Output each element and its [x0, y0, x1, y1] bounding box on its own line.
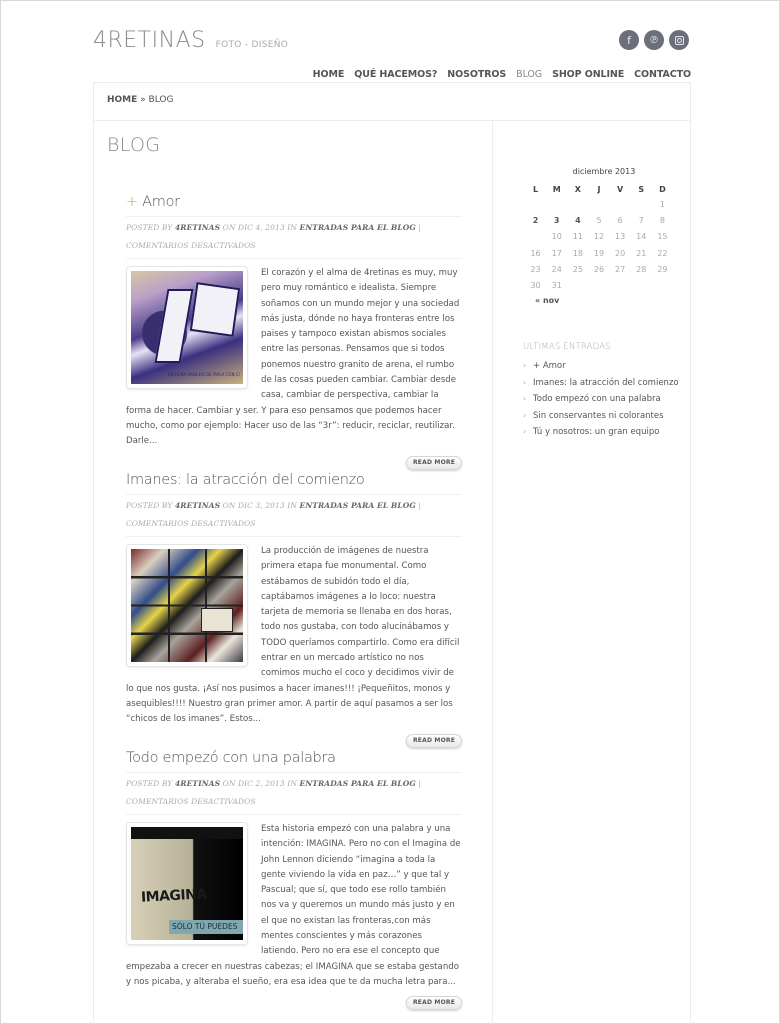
pinterest-icon: ℗: [649, 34, 659, 46]
calendar-empty-cell: [631, 196, 652, 212]
read-more-button[interactable]: READ MORE: [406, 996, 462, 1010]
blog-post: [126, 191, 462, 470]
calendar-day: 24: [551, 264, 562, 274]
calendar-day: 20: [615, 248, 626, 258]
calendar-day: 17: [551, 248, 562, 258]
meta-date: ON DIC 2, 2013 IN: [220, 779, 300, 788]
calendar-week-row: [525, 277, 673, 293]
meta-separator: |: [415, 501, 422, 510]
recent-posts-list: [523, 358, 683, 441]
post-title[interactable]: [126, 747, 462, 773]
facebook-button[interactable]: [619, 30, 639, 50]
main-container: [93, 82, 691, 1024]
calendar-day: 14: [636, 232, 647, 242]
post-thumbnail[interactable]: [126, 822, 248, 945]
calendar-week-row: [525, 245, 673, 261]
meta-date: ON DIC 4, 2013 IN: [220, 223, 300, 232]
meta-comments: COMENTARIOS DESACTIVADOS: [126, 241, 256, 250]
calendar-day: 10: [551, 232, 562, 242]
read-more-button[interactable]: READ MORE: [406, 734, 462, 748]
meta-category-link[interactable]: ENTRADAS PARA EL BLOG: [299, 223, 416, 232]
post-thumbnail[interactable]: [126, 266, 248, 389]
calendar-day: 13: [615, 232, 626, 242]
recent-posts-title: ULTIMAS ENTRADAS: [523, 342, 611, 352]
calendar-week-row: [525, 212, 673, 228]
calendar-day: 8: [659, 215, 665, 225]
site-logo[interactable]: [93, 28, 288, 53]
social-links: [619, 30, 689, 50]
post-title[interactable]: [126, 191, 462, 217]
meta-posted-by: POSTED BY: [126, 779, 175, 788]
post-title-text: Amor: [142, 194, 180, 210]
post-title[interactable]: [126, 469, 462, 495]
calendar-day: 1: [659, 199, 665, 209]
calendar-weekday: M: [552, 184, 561, 194]
recent-posts-widget: [523, 342, 683, 441]
calendar-empty-cell: [610, 196, 631, 212]
image-caption: ESQUINA SANCHO DE ÁVILA CON C/: [168, 371, 240, 377]
breadcrumb: [94, 83, 690, 121]
calendar-day: 30: [530, 281, 541, 291]
calendar-day: 26: [593, 264, 605, 274]
calendar-week-row: [525, 196, 673, 212]
post-excerpt: El corazón y el alma de 4retinas es muy, muy pero muy romántico e idealista. Siempre soñamos con un mundo mejor y una sociedad más justa, dónde no haya fronteras entre los paises y tampoco existan abismos sociales entre las personas. Pensamos que si todos ponemos nuestro granito de arena, el rumbo de las cosas pueden cambiar. Cambiar desde casa, cambiar de perspectiva, cambiar la forma de hacer. Cambiar y ser. Y para eso pensamos que podemos hacer mucho, como por ejemplo: Hacer uso de las “3r”: reducir, reciclar, reutilizar. Darle...: [126, 268, 460, 447]
nav-que-hacemos[interactable]: QUÉ HACEMOS?: [354, 69, 438, 80]
calendar-weekday: S: [638, 184, 645, 194]
blog-post: [126, 469, 462, 748]
meta-separator: |: [415, 779, 422, 788]
calendar-day: 12: [593, 232, 605, 242]
calendar-weekday: L: [533, 184, 539, 194]
post-excerpt: Esta historia empezó con una palabra y una intención: IMAGINA. Pero no con el Imagina de John Lennon diciendo “imagina a toda la gente viviendo la vida en paz…” y que tal y Pascual; que sí, que todo ese rollo también nos va y queremos un mundo más justo y en el que no existan las fronteras,con más mentes conscientes y más corazones latiendo. Pero no era ese el concepto que empezaba a crecer en nuestras cabezas; el IMAGINA que se estaba gestando y nos picaba, y alteraba el sueño, era esa idea que te da mucha letra para...: [126, 824, 461, 987]
post-title-text: Todo empezó con una palabra: [126, 750, 336, 766]
content-column: [94, 121, 492, 1024]
meta-author-link[interactable]: 4RETINAS: [174, 779, 221, 788]
logo-text: 4RETINAS: [93, 28, 206, 53]
calendar-empty-cell: [546, 196, 567, 212]
post-title-prefix: +: [126, 194, 143, 210]
magnets-wall-image: [131, 549, 243, 662]
calendar-table: [525, 182, 673, 294]
instagram-button[interactable]: [669, 30, 689, 50]
recent-post-link[interactable]: › + Amor: [523, 358, 683, 375]
image-banner: SÓLO TÚ PUEDES: [169, 920, 243, 934]
nav-contacto[interactable]: CONTACTO: [634, 69, 691, 80]
blog-post: [126, 747, 462, 1010]
post-body: [126, 822, 462, 1010]
calendar-day: 31: [551, 281, 562, 291]
meta-posted-by: POSTED BY: [126, 501, 175, 510]
calendar-day: 27: [615, 264, 626, 274]
sidebar: [492, 121, 691, 1024]
instagram-icon: [675, 36, 684, 45]
post-body: [126, 544, 462, 748]
meta-comments: COMENTARIOS DESACTIVADOS: [126, 797, 256, 806]
calendar-caption: diciembre 2013: [572, 167, 636, 176]
meta-date: ON DIC 3, 2013 IN: [220, 501, 300, 510]
calendar-day: 7: [638, 215, 644, 225]
imagina-image: [131, 827, 243, 940]
calendar-day: 16: [530, 248, 541, 258]
facebook-icon: f: [627, 33, 631, 47]
nav-nosotros[interactable]: NOSOTROS: [447, 69, 507, 80]
calendar-day: 11: [572, 232, 583, 242]
calendar-empty-cell: [567, 196, 588, 212]
calendar-day: 19: [593, 248, 605, 258]
post-title-text: Imanes: la atracción del comienzo: [126, 472, 365, 488]
calendar-prev-month-link[interactable]: « nov: [535, 295, 560, 305]
calendar-day: 25: [572, 264, 583, 274]
logo-tagline: FOTO - DISEÑO: [215, 40, 289, 50]
calendar-day: 5: [596, 215, 602, 225]
nav-home[interactable]: HOME: [312, 69, 345, 80]
pinterest-button[interactable]: [644, 30, 664, 50]
meta-separator: |: [415, 223, 422, 232]
calendar-day: 21: [636, 248, 647, 258]
calendar-day: 22: [657, 248, 668, 258]
meta-posted-by: POSTED BY: [126, 223, 175, 232]
recent-post-link[interactable]: › Sin conservantes ni colorantes: [523, 408, 683, 425]
calendar-day[interactable]: 4: [575, 215, 581, 225]
read-more-button[interactable]: READ MORE: [406, 456, 462, 470]
calendar-empty-cell: [588, 277, 609, 293]
calendar-empty-cell: [525, 196, 546, 212]
calendar-weekday: X: [574, 184, 581, 194]
calendar-weekday: V: [617, 184, 624, 194]
recent-post-link[interactable]: › Tú y nosotros: un gran equipo: [523, 424, 683, 441]
calendar-weekday: D: [659, 184, 666, 194]
calendar-day: 15: [657, 232, 668, 242]
nav-shop-online[interactable]: SHOP ONLINE: [552, 69, 625, 80]
post-body: [126, 266, 462, 470]
post-excerpt: La producción de imágenes de nuestra primera etapa fue monumental. Como estábamos de subidón todo el día, captábamos imágenes a lo loco: nuestra tarjeta de memoria se llenaba en dos horas, todo nos gustaba, con todo alucinábamos y TODO queríamos compartirlo. Como era difícil entrar en un mercado artístico no nos comimos mucho el coco y decidimos vivir de lo que nos gusta. ¡Así nos pusimos a hacer imanes!!! ¡Pequeñitos, monos y asequibles!!!! Nuestro gran primer amor. A partir de aquí pasamos a ser los “chicos de los imanes”. Estos...: [126, 546, 460, 725]
calendar-week-row: [525, 261, 673, 277]
calendar-day: 18: [572, 248, 583, 258]
recent-post-link[interactable]: › Imanes: la atracción del comienzo: [523, 375, 683, 392]
post-meta: [126, 217, 462, 259]
calendar-empty-cell: [525, 229, 546, 245]
calendar-empty-cell: [567, 277, 588, 293]
graffiti-image: [131, 271, 243, 384]
calendar-widget: [525, 167, 675, 305]
calendar-day[interactable]: 2: [532, 215, 539, 225]
calendar-day: 6: [617, 215, 623, 225]
image-word: IMAGINA: [140, 886, 208, 906]
calendar-week-row: [525, 229, 673, 245]
post-thumbnail[interactable]: [126, 544, 248, 667]
calendar-empty-cell: [652, 277, 673, 293]
breadcrumb-current: BLOG: [148, 95, 174, 105]
post-meta: [126, 495, 462, 537]
meta-author-link[interactable]: 4RETINAS: [174, 501, 221, 510]
post-meta: [126, 773, 462, 815]
meta-category-link[interactable]: ENTRADAS PARA EL BLOG: [299, 501, 416, 510]
calendar-empty-cell: [610, 277, 631, 293]
calendar-day: 23: [530, 264, 541, 274]
breadcrumb-separator: »: [137, 95, 149, 105]
calendar-weekday: J: [597, 184, 601, 194]
calendar-day: 29: [657, 264, 668, 274]
meta-category-link[interactable]: ENTRADAS PARA EL BLOG: [299, 779, 416, 788]
main-nav: [313, 69, 691, 80]
meta-author-link[interactable]: 4RETINAS: [174, 223, 221, 232]
recent-post-link[interactable]: › Todo empezó con una palabra: [523, 391, 683, 408]
page-title: BLOG: [107, 134, 161, 156]
calendar-day[interactable]: 3: [553, 215, 560, 225]
nav-blog[interactable]: BLOG: [516, 69, 543, 80]
breadcrumb-home[interactable]: HOME: [107, 95, 138, 105]
calendar-empty-cell: [631, 277, 652, 293]
calendar-day: 28: [636, 264, 647, 274]
calendar-empty-cell: [588, 196, 609, 212]
meta-comments: COMENTARIOS DESACTIVADOS: [126, 519, 256, 528]
